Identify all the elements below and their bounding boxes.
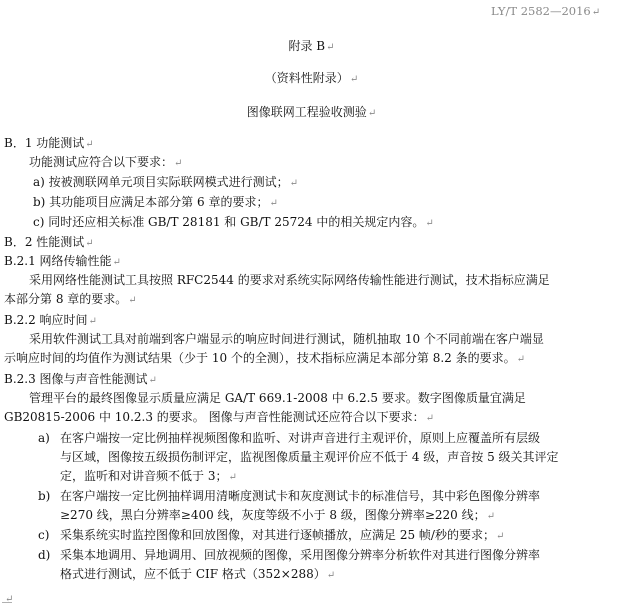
list-item-label: d) [38, 548, 51, 562]
section-b1-intro: 功能测试应符合以下要求：↵ [29, 155, 183, 169]
list-item: 格式进行测试，应不低于 CIF 格式（352×288）↵ [60, 567, 336, 581]
standard-code: LY/T 2582—2016↵ [491, 4, 601, 18]
paragraph-line: 本部分第 8 章的要求。↵ [4, 292, 137, 306]
section-b21-heading: B.2.1 网络传输性能↵ [4, 254, 121, 268]
list-item-label: c) [38, 528, 50, 542]
paragraph-line: 示响应时间的均值作为测试结果（少于 10 个的全测），技术指标应满足本部分第 8.2 条的要求。↵ [4, 351, 526, 365]
section-b22-heading: B.2.2 响应时间↵ [4, 313, 97, 327]
appendix-title: 图像联网工程验收测验↵ [246, 105, 377, 119]
list-item-label: b) [38, 489, 51, 503]
paragraph-line: 管理平台的最终图像显示质量应满足 GA/T 669.1-2008 中 6.2.5 要求。数字图像质量宜满足 [29, 391, 526, 405]
paragraph-line: 采用软件测试工具对前端到客户端显示的响应时间进行测试，随机抽取 10 个不同前端在客户端显 [29, 332, 544, 346]
page-corner-mark [2, 602, 12, 611]
list-item: ≥270 线，黑白分辨率≥400 线，灰度等级不小于 8 级，图像分辨率≥220 线；↵ [60, 508, 495, 522]
list-item: a) 按被测联网单元项目实际联网模式进行测试；↵ [33, 175, 299, 189]
list-item: 在客户端按一定比例抽样调用清晰度测试卡和灰度测试卡的标准信号，其中彩色图像分辨率 [60, 489, 541, 503]
section-b2-heading: B．2 性能测试↵ [4, 235, 94, 249]
list-item: 采集本地调用、异地调用、回放视频的图像，采用图像分辨率分析软件对其进行图像分辨率 [60, 548, 541, 562]
paragraph-line: GB20815-2006 中 10.2.3 的要求。 图像与声音性能测试还应符合以下要求：↵ [4, 410, 434, 424]
list-item: 采集系统实时监控图像和回放图像，对其进行逐帧播放，应满足 25 帧/秒的要求；↵ [60, 528, 505, 542]
paragraph-line: 采用网络性能测试工具按照 RFC2544 的要求对系统实际网络传输性能进行测试，技术指标应满足 [29, 273, 550, 287]
list-item: 与区域，图像按五级损伤制评定，监视图像质量主观评价应不低于 4 级，声音按 5 级关其评定 [60, 450, 559, 464]
section-b23-heading: B.2.3 图像与声音性能测试↵ [4, 372, 157, 386]
list-item: b) 其功能项目应满足本部分第 6 章的要求；↵ [33, 195, 278, 209]
empty-paragraph-mark: ↵ [5, 594, 14, 605]
list-item: 在客户端按一定比例抽样视频图像和监听、对讲声音进行主观评价，原则上应覆盖所有层级 [60, 431, 541, 445]
appendix-nature: （资料性附录）↵ [264, 71, 359, 85]
list-item: 定，监听和对讲音频不低于 3；↵ [60, 469, 237, 483]
section-b1-heading: B．1 功能测试↵ [4, 136, 94, 150]
list-item: c) 同时还应相关标准 GB/T 28181 和 GB/T 25724 中的相关规定内容。↵ [33, 215, 434, 229]
list-item-label: a) [38, 431, 50, 445]
appendix-label: 附录 B↵ [288, 39, 335, 53]
